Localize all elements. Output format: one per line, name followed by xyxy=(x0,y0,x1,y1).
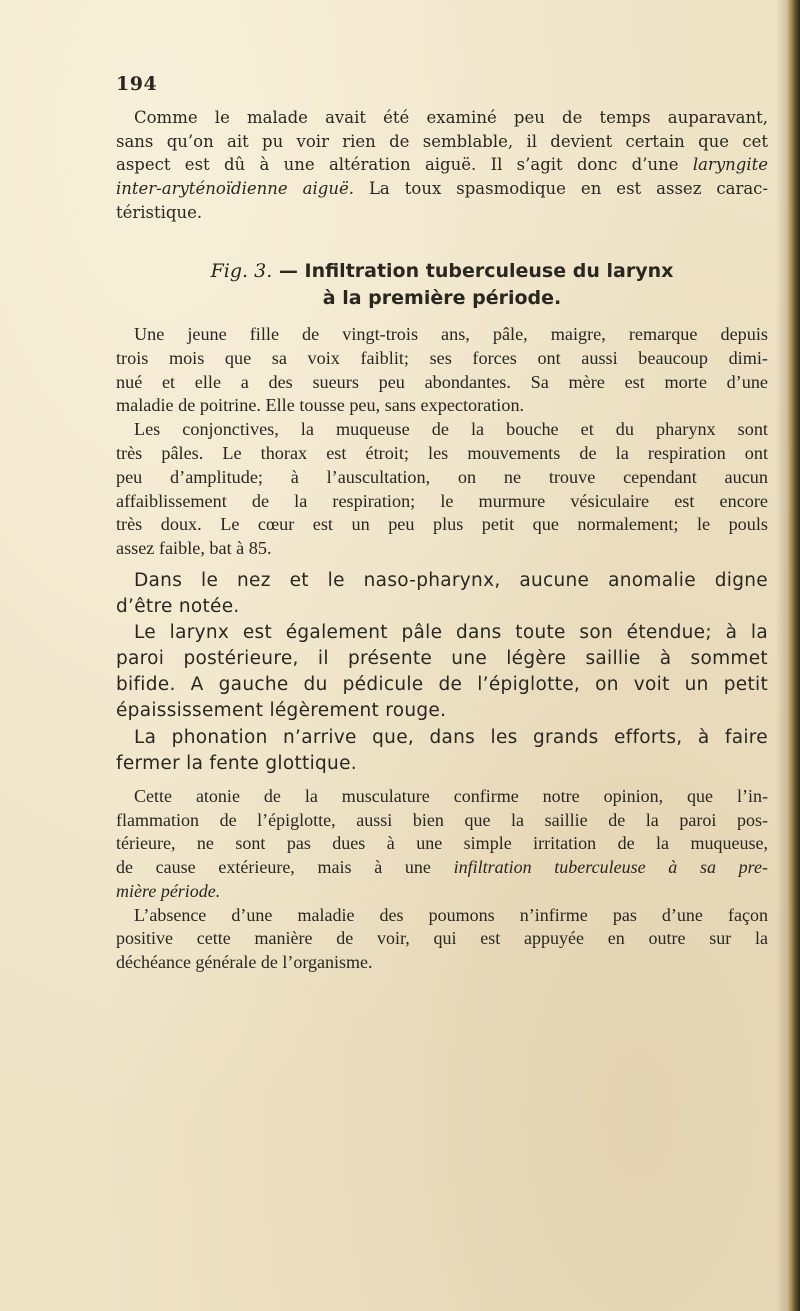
text-line: Cette atonie de la musculature confirme notre opinion, que l’in- xyxy=(134,786,768,806)
text-line: fermer la fente glottique. xyxy=(116,752,357,774)
emphasis-text: inter-aryténoïdienne aiguë. xyxy=(116,179,354,199)
text-line: téristique. xyxy=(116,202,203,222)
emphasis-text: mière période. xyxy=(116,880,221,901)
conclusion-paragraph xyxy=(116,785,768,975)
text-line: assez faible, bat à 85. xyxy=(116,538,272,559)
text-line: nué et elle a des sueurs peu abondantes. Sa mère est morte d’une xyxy=(116,371,768,392)
figure-title-line-2: à la première période. xyxy=(322,287,562,309)
text-line: d’être notée. xyxy=(116,596,240,618)
text-line: peu d’amplitude; à l’auscultation, on ne trouve cependant aucun xyxy=(116,466,768,487)
text-line: Les conjonctives, la muqueuse de la bouche et du pharynx sont xyxy=(134,419,768,440)
text-line: maladie de poitrine. Elle tousse peu, sans expectoration. xyxy=(116,395,525,416)
figure-dash: — xyxy=(272,260,305,282)
figure-heading xyxy=(116,258,768,312)
text-line: paroi postérieure, il présente une légère saillie à sommet xyxy=(116,648,768,670)
intro-paragraph xyxy=(116,106,768,225)
emphasis-text: laryngite xyxy=(692,155,768,175)
figure-heading-line-1 xyxy=(116,258,768,285)
text-line xyxy=(116,880,768,904)
page-number: 194 xyxy=(116,73,158,95)
book-binding-edge xyxy=(786,0,800,1311)
text-line: très doux. Le cœur est un peu plus petit que normalement; le pouls xyxy=(116,514,768,535)
text-line: Le larynx est également pâle dans toute son étendue; à la xyxy=(134,622,768,644)
text-line: trois mois que sa voix faiblit; ses forces ont aussi beaucoup dimi- xyxy=(116,347,768,368)
text-line xyxy=(116,177,768,201)
text-line: épaississement légèrement rouge. xyxy=(116,700,447,722)
figure-title-line-1: Infiltration tuberculeuse du larynx xyxy=(304,260,674,282)
case-paragraph xyxy=(116,323,768,561)
text-run: La toux spasmodique en est assez carac- xyxy=(368,179,768,199)
text-line: bifide. A gauche du pédicule de l’épiglotte, on voit un petit xyxy=(116,674,768,696)
text-line: térieure, ne sont pas dues à une simple irritation de la muqueuse, xyxy=(116,833,768,854)
figure-label: Fig. 3. xyxy=(210,260,273,282)
text-run: de cause extérieure, mais à une xyxy=(116,857,431,878)
text-line: L’absence d’une maladie des poumons n’infirme pas d’une façon xyxy=(134,904,768,925)
text-line: Une jeune fille de vingt-trois ans, pâle, maigre, remarque depuis xyxy=(134,324,768,344)
text-run: aspect est dû à une altération aiguë. Il s’agit donc d’une xyxy=(116,155,679,175)
text-line: sans qu’on ait pu voir rien de semblable, il devient certain que cet xyxy=(116,131,768,151)
text-line: Dans le nez et le naso-pharynx, aucune anomalie digne xyxy=(134,570,768,591)
text-line: Comme le malade avait été examiné peu de temps auparavant, xyxy=(134,108,768,127)
text-line xyxy=(116,856,768,880)
emphasis-text: infiltration tuberculeuse à sa pre- xyxy=(453,857,769,878)
text-line: positive cette manière de voir, qui est appuyée en outre sur la xyxy=(116,928,768,949)
exam-paragraph xyxy=(116,568,768,777)
text-line: affaiblissement de la respiration; le murmure vésiculaire est encore xyxy=(116,490,768,511)
text-line xyxy=(116,153,768,177)
text-line: La phonation n’arrive que, dans les grands efforts, à faire xyxy=(134,726,768,748)
text-line: flammation de l’épiglotte, aussi bien que la saillie de la paroi pos- xyxy=(116,809,768,830)
text-line: très pâles. Le thorax est étroit; les mouvements de la respiration ont xyxy=(116,442,768,463)
text-line: déchéance générale de l’organisme. xyxy=(116,951,373,972)
